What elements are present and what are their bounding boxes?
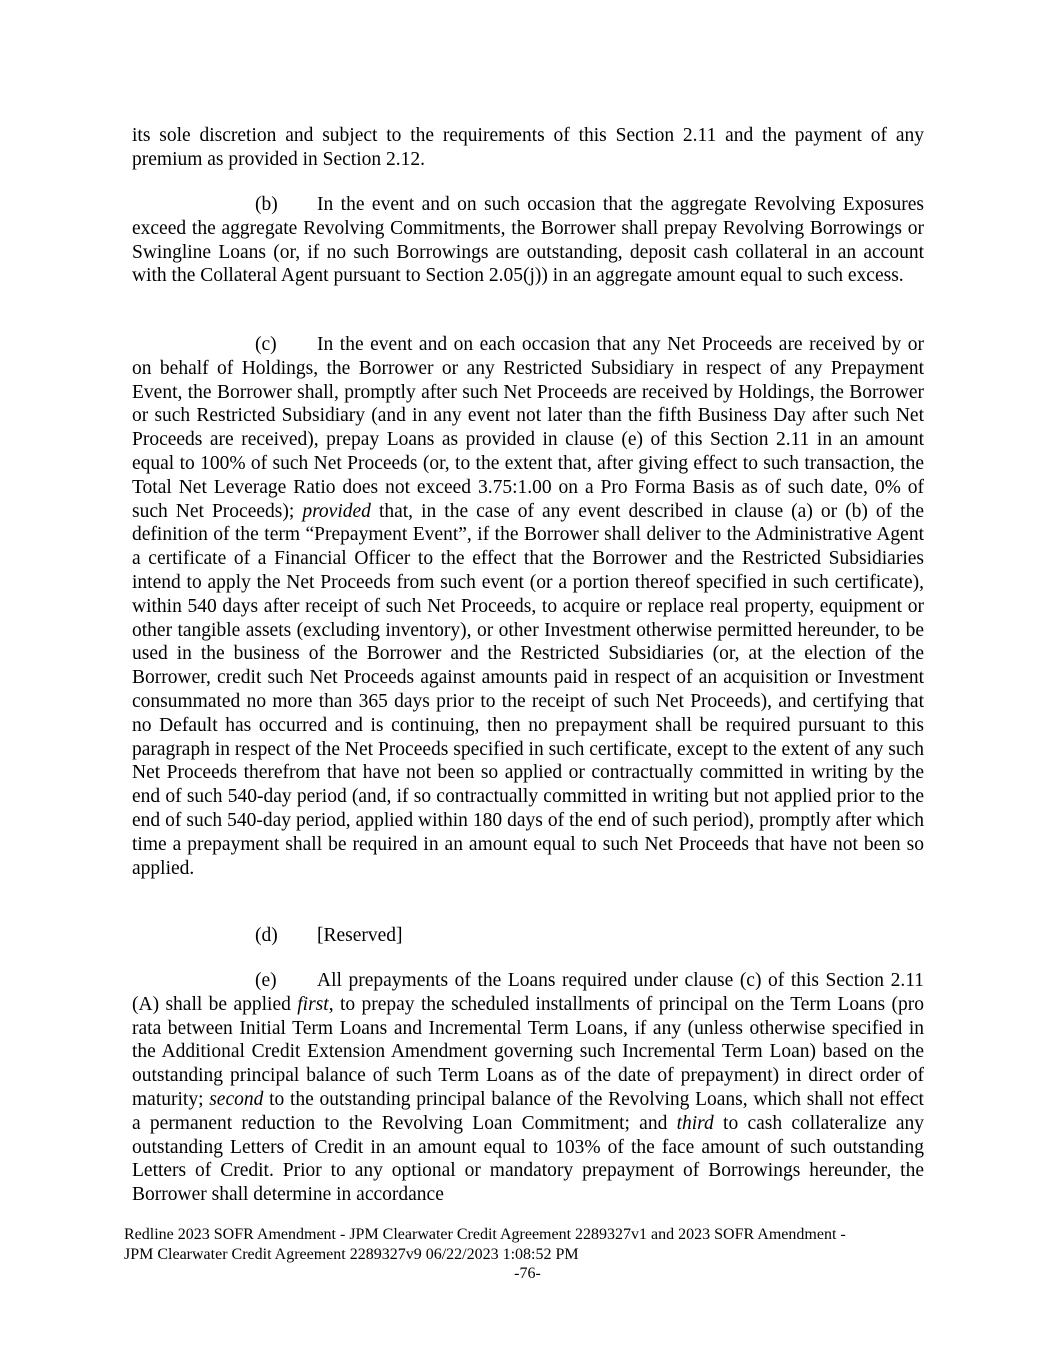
paragraph-c-text-2: that, in the case of any event described in clause (a) or (b) of the definition of the term “Prepayment Event”, if the Borrower shall deliver to the Administrative Agent a certificate of a Financial Officer to the effect that the Borrower and the Restricted Subsidiaries intend to apply the Net Proceeds from such event (or a portion thereof specified in such certificate), within 540 days after receipt of such Net Proceeds, to acquire or replace real property, equipment or other tangible assets (excluding inventory), or other Investment otherwise permitted hereunder, to be used in the business of the Borrower and the Restricted Subsidiaries (or, at the election of the Borrower, credit such Net Proceeds against amounts paid in respect of an acquisition or Investment consummated no more than 365 days prior to the receipt of such Net Proceeds), and certifying that no Default has occurred and is continuing, then no prepayment shall be required pursuant to this paragraph in respect of the Net Proceeds specified in such certificate, except to the extent of any such Net Proceeds therefrom that have not been so applied or contractually committed in writing by the end of such 540-day period (and, if so contractually committed in writing but not applied prior to the end of such 540-day period, applied within 180 days of the end of such period), promptly after which time a prepayment shall be required in an amount equal to such Net Proceeds that have not been so applied. [132,500,924,879]
paragraph-b-text: In the event and on such occasion that the aggregate Revolving Exposures exceed the aggregate Revolving Commitments, the Borrower shall prepay Revolving Borrowings or Swingline Loans (or, if no such Borrowings are outstanding, deposit cash collateral in an account with the Collateral Agent pursuant to Section 2.05(j)) in an aggregate amount equal to such excess. [132,194,924,287]
paragraph-c-label: (c) [255,334,277,355]
paragraph-e-italic-third: third [676,1112,714,1134]
paragraph-c [132,333,924,880]
paragraph-e-label: (e) [255,970,277,991]
paragraph-b [132,193,924,288]
paragraph-e [132,969,924,1207]
footer-line-1: Redline 2023 SOFR Amendment - JPM Clearwater Credit Agreement 2289327v1 and 2023 SOFR Amendment - [124,1226,846,1243]
paragraph-e-text-2: , to prepay the scheduled installments of principal on the Term Loans (pro rata between Initial Term Loans and Incremental Term Loans, if any (unless otherwise specified in the Additional Credit Extension Amendment governing such Incremental Term Loan) based on the outstanding principal balance of such Term Loans as of the date of prepayment) in direct order of maturity; [132,993,924,1110]
paragraph-d-text: [Reserved] [317,925,403,946]
paragraph-c-italic-provided: provided [302,500,371,522]
paragraph-e-italic-second: second [209,1088,264,1110]
paragraph-b-label: (b) [255,194,278,215]
paragraph-c-text-1: In the event and on each occasion that any Net Proceeds are received by or on behalf of Holdings, the Borrower or any Restricted Subsidiary in respect of any Prepayment Event, the Borrower shall, promptly after such Net Proceeds are received by Holdings, the Borrower or such Restricted Subsidiary (and in any event not later than the fifth Business Day after such Net Proceeds are received), prepay Loans as provided in clause (e) of this Section 2.11 in an amount equal to 100% of such Net Proceeds (or, to the extent that, after giving effect to such transaction, the Total Net Leverage Ratio does not exceed 3.75:1.00 on a Pro Forma Basis as of such date, 0% of such Net Proceeds); [132,334,924,522]
paragraph-e-text-4: to cash collateralize any outstanding Letters of Credit in an amount equal to 103% of the face amount of such outstanding Letters of Credit. Prior to any optional or mandatory prepayment of Borrowings hereunder, the Borrower shall determine in accordance [132,1112,925,1206]
paragraph-a-continuation [132,124,924,172]
paragraph-e-text-3: to the outstanding principal balance of the Revolving Loans, which shall not effect a permanent reduction to the Revolving Loan Commitment; and [132,1088,924,1134]
paragraph-d [132,924,403,948]
footer-line-2: JPM Clearwater Credit Agreement 2289327v9 06/22/2023 1:08:52 PM [124,1245,579,1263]
paragraph-e-text-1: All prepayments of the Loans required under clause (c) of this Section 2.11 (A) shall be applied [132,970,924,1015]
page-number: -76- [514,1265,541,1282]
paragraph-e-italic-first: first [297,993,329,1015]
document-footer [124,1225,924,1264]
paragraph-d-label: (d) [255,925,278,946]
paragraph-a-text: its sole discretion and subject to the requirements of this Section 2.11 and the payment of any premium as provided in Section 2.12. [132,125,924,170]
